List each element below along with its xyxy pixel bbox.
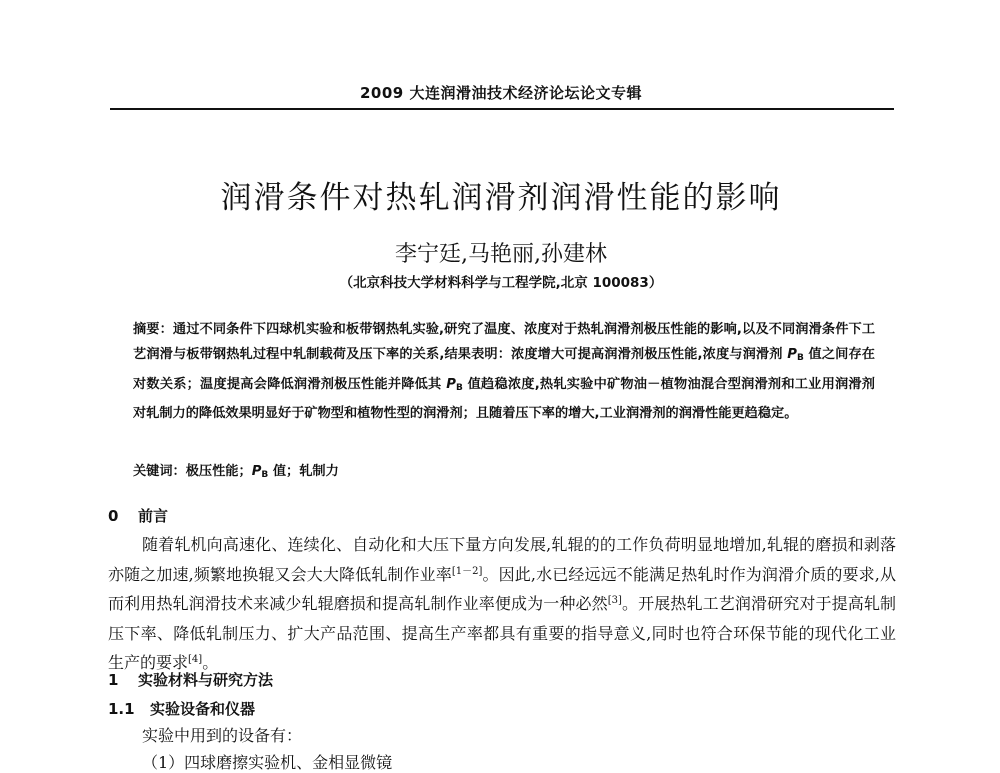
keyword-2: 值；轧制力 [268, 464, 339, 479]
section-number: 1 [108, 671, 119, 689]
equipment-item-1: （1）四球磨擦实验机、金相显微镜 [142, 753, 393, 772]
section-title: 前言 [138, 507, 169, 525]
citation: [1－2] [451, 565, 483, 577]
section-heading-intro [108, 505, 168, 526]
abstract-text-3: 值趋稳浓度,热轧实验中矿物油－植物油混合型润滑剂和工业用润滑剂对轧制力的降低效果明显好于矿物型和植物性型的润滑剂；且随着压下率的增大,工业润滑剂的润滑性能更趋稳定。 [133, 376, 875, 422]
pb-symbol: P [787, 347, 797, 363]
abstract-text-2: 值之间存在对数关系；温度提高会降低润滑剂极压性能并降低其 [133, 347, 875, 392]
intro-paragraph [108, 530, 896, 678]
section-heading-1-1 [108, 698, 255, 719]
section-heading-1 [108, 669, 273, 690]
keyword-1: 极压性能； [185, 464, 252, 479]
authors: 李宁廷,马艳丽,孙建林 [395, 242, 607, 267]
pb-symbol: P [251, 464, 262, 479]
abstract [133, 317, 875, 427]
keywords [133, 460, 875, 480]
section-title: 实验设备和仪器 [150, 700, 256, 718]
citation: [3] [607, 595, 622, 607]
equipment-intro: 实验中用到的设备有： [142, 726, 303, 745]
running-header: 2009 大连润滑油技术经济论坛论文专辑 [360, 84, 642, 102]
section-number: 1.1 [108, 700, 135, 718]
intro-text-4: 。 [202, 653, 219, 673]
pb-subscript: B [455, 382, 463, 393]
section-title: 实验材料与研究方法 [138, 671, 274, 689]
section-number: 0 [108, 507, 119, 525]
abstract-label: 摘要： [133, 322, 173, 337]
pb-symbol: P [446, 376, 456, 392]
intro-text-1: 随着轧机向高速化、连续化、自动化和大压下量方向发展,轧辊的的工作负荷明显地增加,轧辊的磨损和剥落亦随之加速,频繁地换辊又会大大降低轧制作业率 [108, 535, 896, 584]
pb-subscript: B [796, 353, 804, 364]
affiliation: （北京科技大学材料科学与工程学院,北京 100083） [339, 275, 663, 291]
abstract-text-1: 通过不同条件下四球机实验和板带钢热轧实验,研究了温度、浓度对于热轧润滑剂极压性能的影响,以及不同润滑条件下工艺润滑与板带钢热轧过程中轧制载荷及压下率的关系,结果表明：浓度增大可提高润滑剂极压性能,浓度与润滑剂 [133, 322, 876, 363]
header-rule [110, 108, 894, 110]
pb-subscript: B [261, 470, 269, 480]
keywords-label: 关键词： [133, 464, 186, 479]
paper-title: 润滑条件对热轧润滑剂润滑性能的影响 [220, 180, 782, 216]
citation: [4] [188, 654, 203, 666]
intro-text-3: 。开展热轧工艺润滑研究对于提高轧制压下率、降低轧制压力、扩大产品范围、提高生产率都具有重要的指导意义,同时也符合环保节能的现代化工业生产的要求 [108, 594, 896, 673]
intro-text-2: 。因此,水已经远远不能满足热轧时作为润滑介质的要求,从而利用热轧润滑技术来减少轧辊磨损和提高轧制作业率便成为一种必然 [108, 564, 896, 614]
